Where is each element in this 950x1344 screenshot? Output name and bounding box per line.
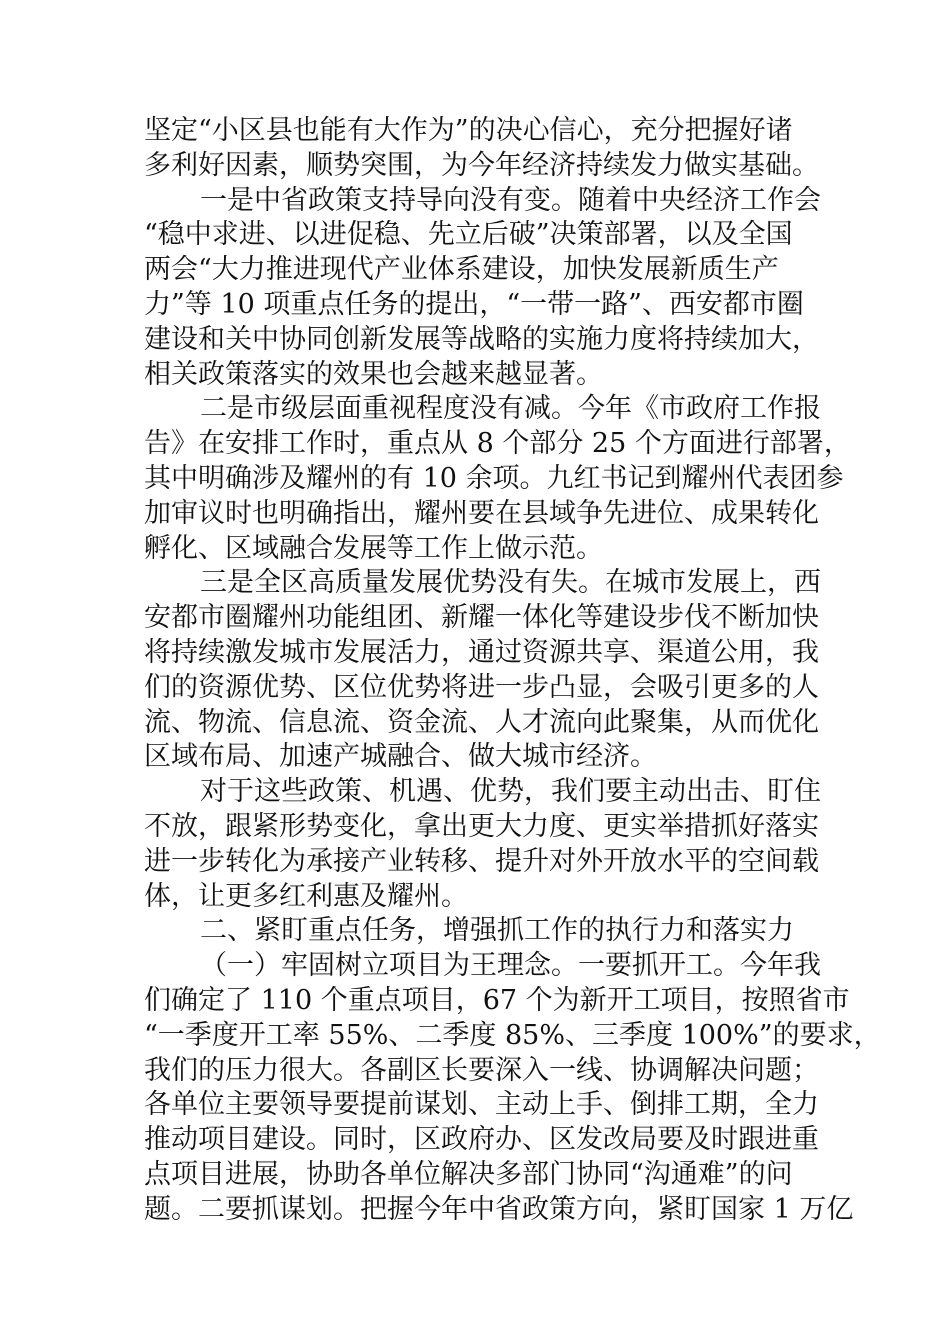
paragraph-start-line: 对于这些政策、机遇、优势，我们要主动出击、盯住 (200, 776, 821, 808)
document-body (144, 114, 881, 1228)
text-line: 告》在安排工作时，重点从 8 个部分 25 个方面进行部署， (144, 428, 851, 460)
text-line: 孵化、区域融合发展等工作上做示范。 (144, 532, 603, 564)
text-line: 将持续激发城市发展活力，通过资源共享、渠道公用，我 (144, 636, 819, 668)
text-line: 力”等 10 项重点任务的提出，“一带一路”、西安都市圈 (144, 288, 804, 320)
text-line: 流、物流、信息流、资金流、人才流向此聚集，从而优化 (144, 706, 819, 738)
text-line: 进一步转化为承接产业转移、提升对外开放水平的空间载 (144, 845, 819, 877)
subsection-heading-line: （一）牢固树立项目为王理念。一要抓开工。今年我 (200, 950, 821, 982)
text-line: 加审议时也明确指出，耀州要在县域争先进位、成果转化 (144, 497, 819, 529)
text-line: “稳中求进、以进促稳、先立后破”决策部署，以及全国 (144, 219, 793, 251)
text-line: 不放，跟紧形势变化，拿出更大力度、更实举措抓好落实 (144, 810, 819, 842)
text-line: 点项目进展，协助各单位解决多部门协同“沟通难”的问 (144, 1158, 793, 1190)
text-line: 建设和关中协同创新发展等战略的实施力度将持续加大， (144, 323, 819, 355)
text-line: 体，让更多红利惠及耀州。 (144, 880, 468, 912)
text-line: 两会“大力推进现代产业体系建设，加快发展新质生产 (144, 254, 779, 286)
text-line: 坚定“小区县也能有大作为”的决心信心，充分把握好诸 (144, 115, 793, 146)
text-line: “一季度开工率 55%、二季度 85%、三季度 100%”的要求， (144, 1019, 881, 1051)
text-line: 安都市圈耀州功能组团、新耀一体化等建设步伐不断加快 (144, 602, 819, 634)
paragraph-start-line: 三是全区高质量发展优势没有失。在城市发展上，西 (200, 567, 821, 599)
section-heading: 二、紧盯重点任务，增强抓工作的执行力和落实力 (200, 915, 794, 947)
text-line: 区域布局、加速产城融合、做大城市经济。 (144, 741, 657, 773)
text-line: 们确定了 110 个重点项目，67 个为新开工项目，按照省市 (144, 984, 850, 1016)
text-line: 们的资源优势、区位优势将进一步凸显，会吸引更多的人 (144, 671, 819, 703)
text-line: 多利好因素，顺势突围，为今年经济持续发力做实基础。 (144, 149, 819, 181)
text-line: 推动项目建设。同时，区政府办、区发改局要及时跟进重 (144, 1124, 819, 1156)
paragraph-start-line: 一是中省政策支持导向没有变。随着中央经济工作会 (200, 184, 821, 216)
paragraph-start-line: 二是市级层面重视程度没有减。今年《市政府工作报 (200, 393, 821, 425)
text-line: 我们的压力很大。各副区长要深入一线、协调解决问题； (144, 1054, 819, 1086)
text-line: 题。二要抓谋划。把握今年中省政策方向，紧盯国家 1 万亿 (144, 1193, 854, 1225)
text-line: 各单位主要领导要提前谋划、主动上手、倒排工期，全力 (144, 1089, 819, 1121)
text-line: 其中明确涉及耀州的有 10 余项。九红书记到耀州代表团参 (144, 462, 844, 494)
text-line: 相关政策落实的效果也会越来越显著。 (144, 358, 603, 390)
